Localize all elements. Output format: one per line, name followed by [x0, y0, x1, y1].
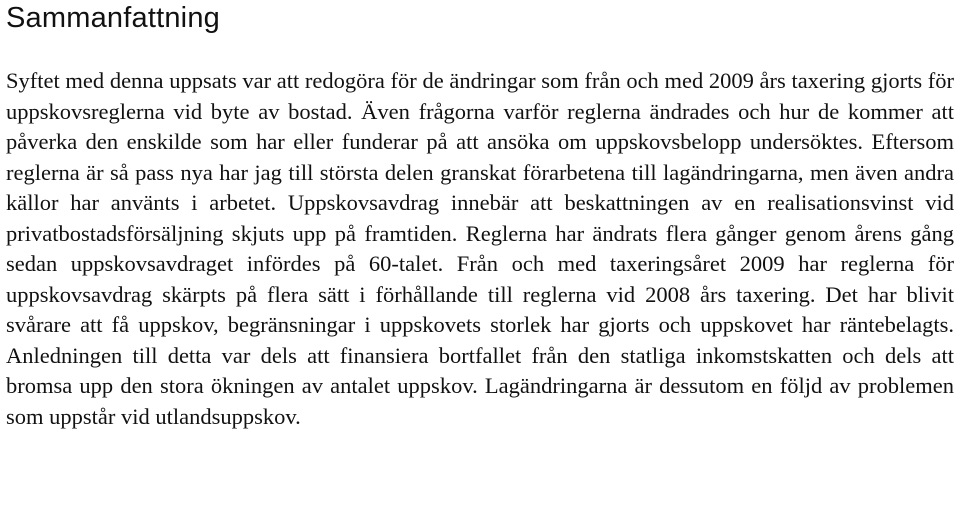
summary-paragraph: Syftet med denna uppsats var att redogöra för de ändringar som från och med 2009 års taxering gjorts för uppskovsreglerna vid byte av bostad. Även frågorna varför reglerna ändrades och hur de kommer att påverka den enskilde som har eller funderar på att ansöka om uppskovsbelopp undersöktes. Eftersom reglerna är så pass nya har jag till största delen granskat förarbetena till lagändringarna, men även andra källor har använts i arbetet. Uppskovsavdrag innebär att beskattningen av en realisationsvinst vid privatbostadsförsäljning skjuts upp på framtiden. Reglerna har ändrats flera gånger genom årens gång sedan uppskovsavdraget infördes på 60-talet. Från och med taxeringsåret 2009 har reglerna för uppskovsavdrag skärpts på flera sätt i förhållande till reglerna vid 2008 års taxering. Det har blivit svårare att få uppskov, begränsningar i uppskovets storlek har gjorts och uppskovet har räntebelagts. Anledningen till detta var dels att finansiera bortfallet från den statliga inkomstskatten och dels att bromsa upp den stora ökningen av antalet uppskov. Lagändringarna är dessutom en följd av problemen som uppstår vid utlandsuppskov. [6, 68, 954, 429]
document-page [6, 0, 954, 432]
section-heading: Sammanfattning [6, 2, 220, 34]
